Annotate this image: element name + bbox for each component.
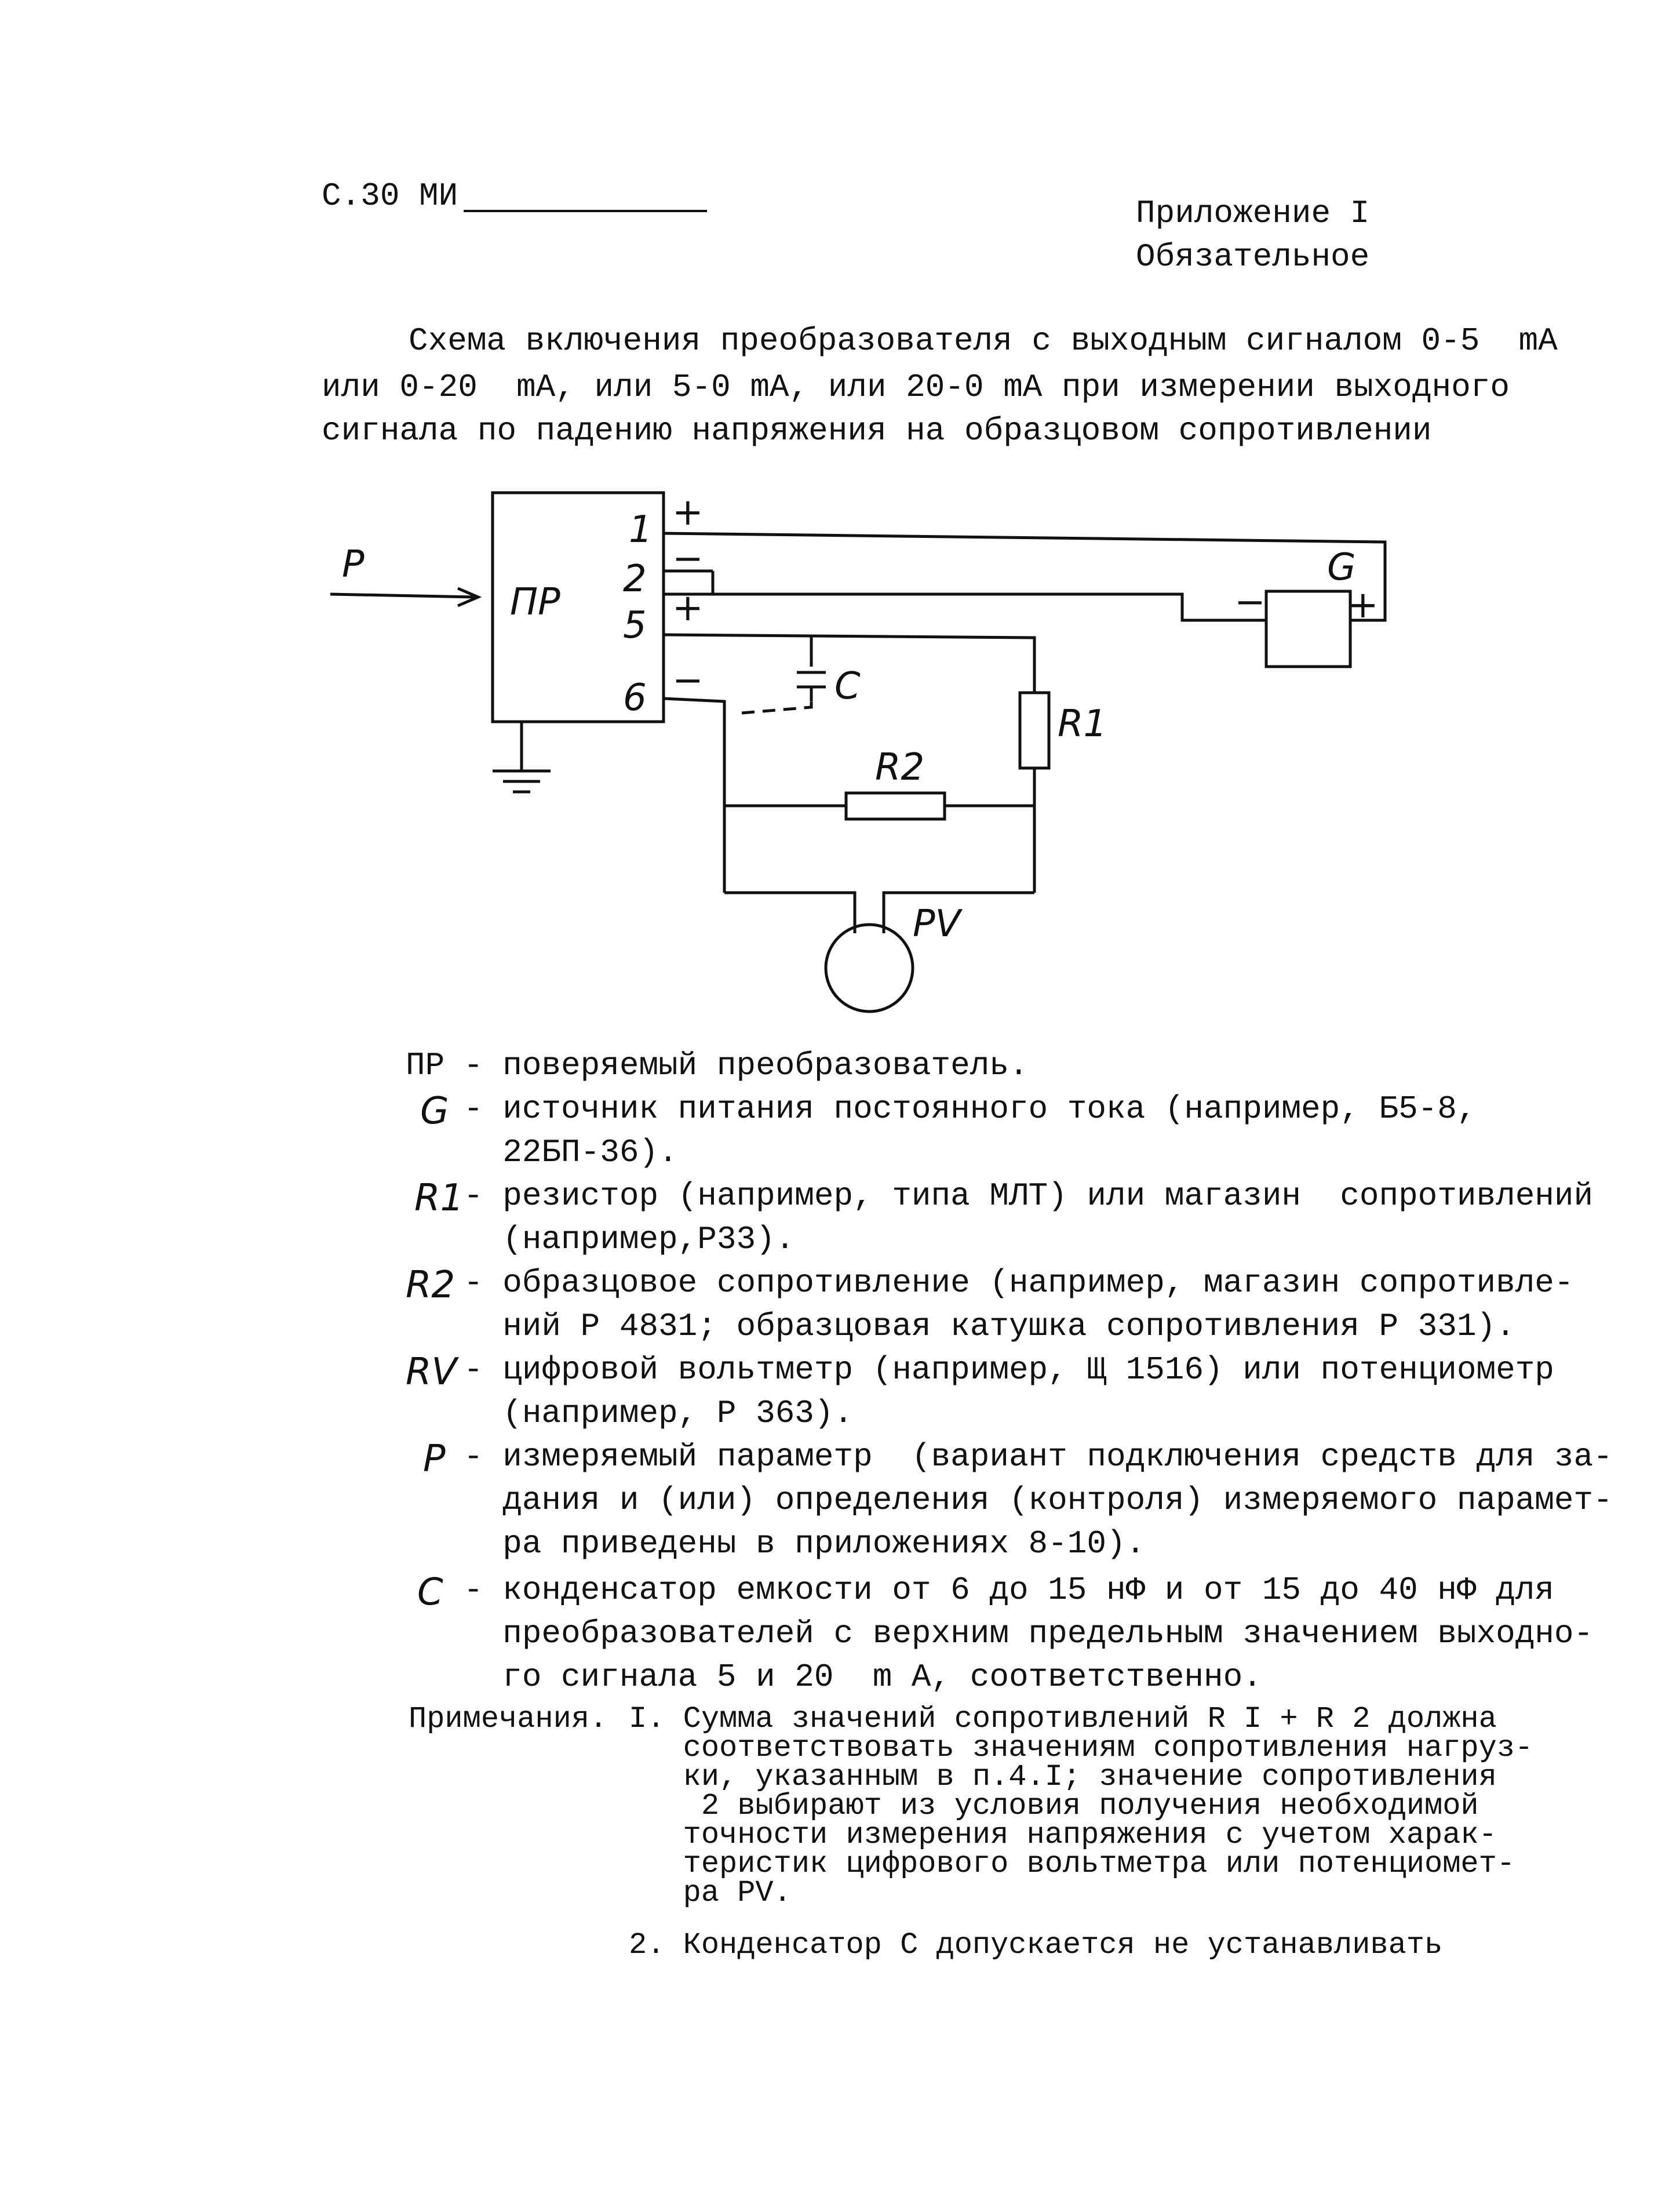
- note1-line-5: точности измерения напряжения с учетом харак-: [629, 1818, 1497, 1852]
- legend-text-pr-1: - поверяемый преобразователь.: [464, 1047, 1029, 1084]
- legend-symbol-rv: RV: [406, 1351, 457, 1394]
- terminal-6-label: 6: [623, 676, 647, 719]
- legend-symbol-c: C: [417, 1571, 443, 1614]
- source-label: G: [1327, 546, 1356, 589]
- minus-6-sign: −: [672, 659, 704, 702]
- caption-line-3: сигнала по падению напряжения на образцовом сопротивлении: [322, 412, 1432, 449]
- note1-line-2: соответствовать значениям сопротивления нагруз-: [629, 1731, 1533, 1765]
- device-label: ПР: [510, 581, 560, 624]
- resistor-R1: [1020, 693, 1049, 768]
- legend-symbol-r1: R1: [414, 1177, 464, 1220]
- wire-terminal-6: [664, 699, 724, 893]
- legend-text-rv-1: - цифровой вольтметр (например, Щ 1516) или потенциометр: [464, 1351, 1554, 1388]
- circuit-diagram: [0, 0, 1680, 1043]
- page-ref: С.30 МИ: [322, 177, 458, 214]
- legend-text-r1-1: - резистор (например, типа МЛТ) или магазин сопротивлений: [464, 1177, 1594, 1214]
- legend-text-p-1: - измеряемый параметр (вариант подключения средств для за-: [464, 1438, 1613, 1475]
- legend-text-c-1: - конденсатор емкости от 6 до 15 нФ и от 15 до 40 нФ для: [464, 1572, 1554, 1609]
- legend-text-g-1: - источник питания постоянного тока (например, Б5-8,: [464, 1090, 1477, 1127]
- capacitor-dashed-wire: [742, 701, 811, 713]
- note1-line-1: I. Сумма значений сопротивлений R I + R 2 должна: [629, 1702, 1497, 1736]
- legend-symbol-p: P: [423, 1438, 446, 1481]
- note1-line-4: 2 выбирают из условия получения необходимой: [629, 1789, 1479, 1823]
- plus-5-sign: +: [672, 587, 704, 630]
- legend-text-rv-2: (например, Р 363).: [464, 1395, 854, 1432]
- caption-line-1: Схема включения преобразователя с выходным сигналом 0-5 mА: [409, 322, 1558, 359]
- caption-line-2: или 0-20 mА, или 5-0 mА, или 20-0 mА при измерении выходного: [322, 369, 1510, 406]
- input-label: P: [342, 543, 365, 586]
- legend-text-p-3: ра приведены в приложениях 8-10).: [464, 1525, 1146, 1562]
- voltmeter-PV: [826, 925, 913, 1012]
- note1-line-3: ки, указанным в п.4.I; значение сопротивления: [629, 1760, 1497, 1794]
- resistor-R2: [846, 793, 945, 819]
- source-minus-sign: −: [1234, 581, 1266, 624]
- legend-symbol-r2: R2: [406, 1264, 455, 1307]
- legend-text-c-2: преобразователей с верхним предельным значением выходно-: [464, 1615, 1594, 1652]
- notes-title: Примечания.: [409, 1702, 608, 1736]
- note2: 2. Конденсатор С допускается не устанавливать: [629, 1928, 1443, 1962]
- note1-line-6: теристик цифрового вольтметра или потенциомет-: [629, 1847, 1515, 1881]
- wire-pv-left: [724, 893, 855, 933]
- terminal-1-label: 1: [629, 508, 653, 551]
- voltmeter-label: PV: [913, 903, 961, 945]
- terminal-2-label: 2: [623, 558, 647, 601]
- note1-line-7: ра PV.: [629, 1876, 792, 1910]
- input-arrow: [330, 594, 475, 597]
- terminal-5-label: 5: [623, 604, 647, 647]
- legend-text-r1-2: (например,Р33).: [464, 1221, 795, 1258]
- legend-text-g-2: 22БП-36).: [464, 1134, 678, 1171]
- legend-text-r2-2: ний Р 4831; образцовая катушка сопротивления Р 331).: [464, 1308, 1515, 1345]
- wire-terminal-5: [664, 594, 1266, 620]
- legend-text-c-3: го сигнала 5 и 20 m А, соответственно.: [464, 1658, 1262, 1696]
- minus-2-sign: −: [672, 537, 704, 580]
- legend-symbol-g: G: [420, 1090, 449, 1133]
- resistor2-label: R2: [875, 746, 925, 789]
- capacitor-label: C: [834, 665, 861, 708]
- appendix-title: Приложение I: [1136, 195, 1370, 232]
- legend-text-p-2: дания и (или) определения (контроля) измеряемого парамет-: [464, 1482, 1613, 1519]
- legend-text-r2-1: - образцовое сопротивление (например, магазин сопротивле-: [464, 1264, 1574, 1301]
- legend-symbol-pr: ПР: [406, 1047, 445, 1084]
- source-plus-sign: +: [1347, 584, 1379, 627]
- wire-terminal-1: [664, 533, 1385, 620]
- power-source-G: [1266, 591, 1350, 667]
- resistor1-label: R1: [1058, 703, 1107, 745]
- plus-1-sign: +: [672, 491, 704, 534]
- appendix-status: Обязательное: [1136, 238, 1370, 275]
